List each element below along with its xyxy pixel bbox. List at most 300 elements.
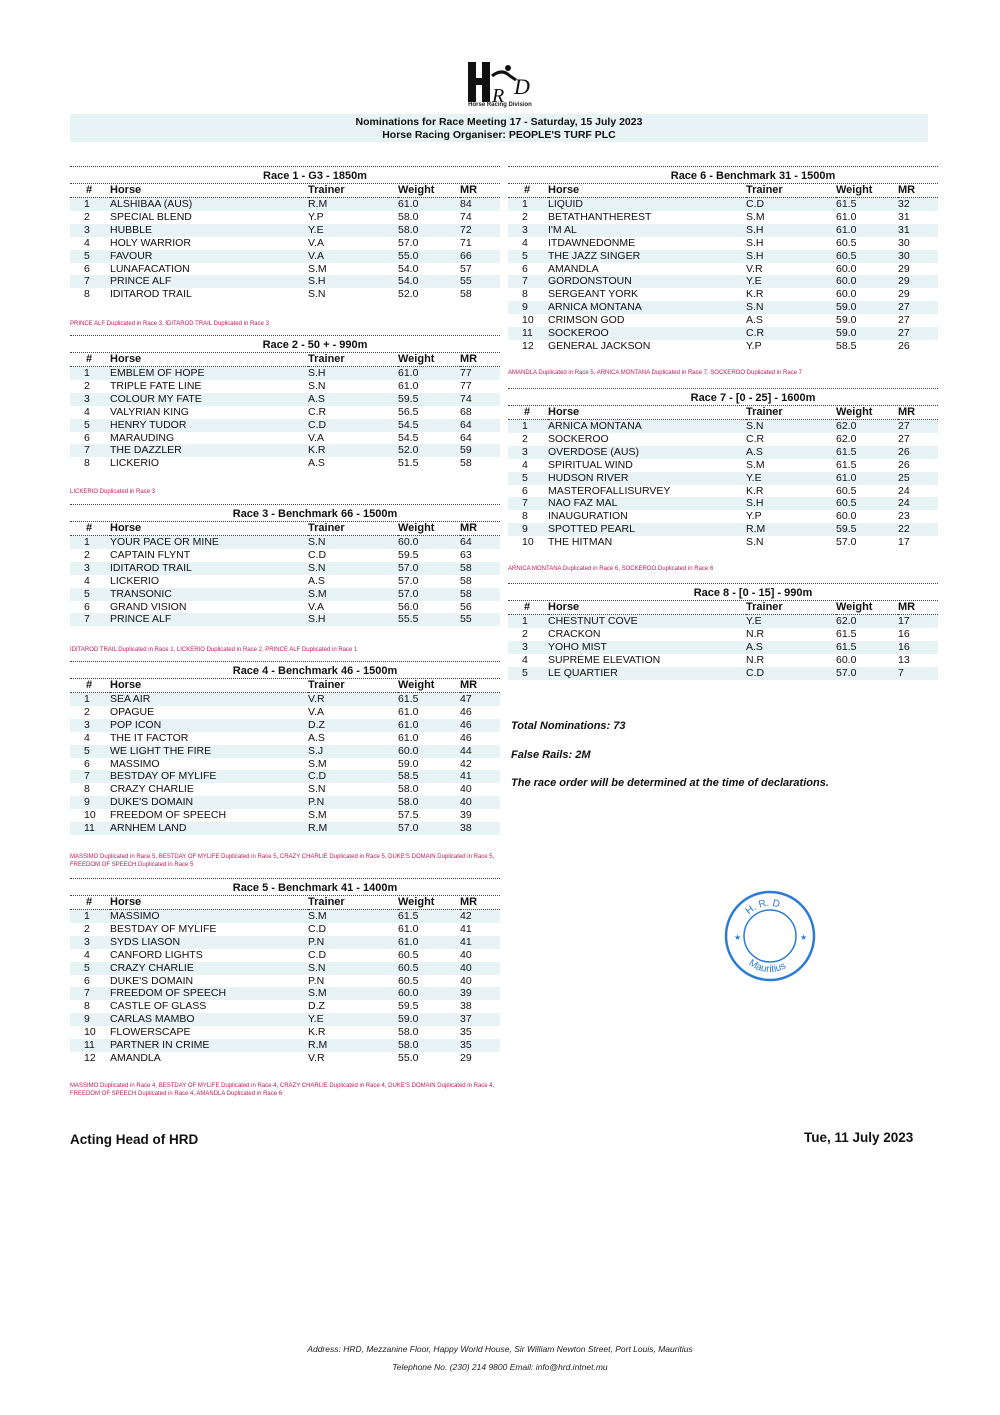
table-row	[70, 211, 500, 224]
column-header-mr: MR	[460, 522, 478, 534]
cell-weight: 61.5	[836, 198, 898, 211]
table-row	[508, 263, 938, 276]
divider	[508, 583, 938, 584]
duplicate-note: IDITAROD TRAIL Duplicated in Race 1, LICKERIO Duplicated in Race 2, PRINCE ALF Duplicated in Race 1	[70, 647, 358, 653]
cell-mr: 35	[460, 1026, 472, 1039]
table-row	[508, 510, 938, 523]
cell-weight: 54.0	[398, 275, 460, 288]
cell-trainer: A.S	[308, 574, 325, 587]
column-header-weight: Weight	[398, 679, 435, 691]
column-header-horse: Horse	[110, 896, 142, 908]
logo-subtitle: Horse Racing Division	[468, 102, 532, 108]
race-order-note: The race order will be determined at the time of declarations.	[511, 777, 829, 789]
table-row	[70, 444, 500, 457]
stamp-bottom-text: Mauritius	[746, 957, 788, 976]
column-header-horse: Horse	[548, 406, 580, 418]
table-row	[508, 301, 938, 314]
nominations-table	[508, 601, 938, 680]
cell-mr: 26	[898, 458, 910, 471]
cell-num: 1	[70, 198, 110, 211]
table-row	[70, 936, 500, 949]
cell-mr: 64	[460, 431, 472, 444]
cell-horse: OPAGUE	[110, 705, 155, 718]
cell-weight: 54.0	[398, 262, 419, 275]
duplicate-note: LICKERIO Duplicated in Race 3	[70, 489, 156, 495]
cell-trainer: S.M	[308, 809, 327, 822]
divider	[70, 166, 500, 167]
cell-trainer: R.M	[308, 198, 398, 211]
cell-mr: 27	[898, 301, 938, 314]
cell-num: 2	[522, 432, 528, 445]
cell-horse: CAPTAIN FLYNT	[110, 548, 191, 561]
cell-horse: CANFORD LIGHTS	[110, 948, 203, 961]
cell-trainer: K.R	[308, 1026, 326, 1039]
cell-num: 5	[70, 588, 110, 601]
cell-trainer: S.N	[746, 420, 836, 433]
cell-num: 12	[84, 1051, 96, 1064]
table-row	[508, 485, 938, 498]
cell-mr: 38	[460, 1000, 472, 1013]
cell-weight: 51.5	[398, 457, 419, 470]
cell-horse: CASTLE OF GLASS	[110, 1000, 207, 1013]
cell-num: 2	[84, 548, 90, 561]
table-row	[70, 923, 500, 936]
cell-weight: 57.5	[398, 809, 419, 822]
cell-num: 6	[522, 262, 528, 275]
cell-horse: ARNICA MONTANA	[548, 420, 746, 433]
table-row	[508, 497, 938, 510]
cell-num: 9	[70, 1013, 110, 1026]
table-row	[70, 1052, 500, 1065]
cell-num: 4	[84, 405, 90, 418]
cell-trainer: R.M	[746, 523, 836, 536]
table-row	[508, 198, 938, 211]
cell-mr: 42	[460, 910, 500, 923]
cell-weight: 61.0	[398, 922, 419, 935]
cell-weight: 60.0	[836, 510, 857, 523]
column-header-trainer: Trainer	[746, 406, 783, 418]
table-header	[70, 353, 500, 367]
cell-weight: 56.5	[398, 405, 419, 418]
svg-text:H. R. D	[744, 898, 781, 917]
cell-mr: 66	[460, 250, 500, 263]
table-row	[70, 796, 500, 809]
table-row	[508, 275, 938, 288]
cell-mr: 46	[460, 719, 500, 732]
cell-horse: THE HITMAN	[548, 536, 613, 549]
cell-trainer: S.H	[746, 224, 836, 237]
cell-horse: FREEDOM OF SPEECH	[110, 809, 227, 822]
table-row	[70, 288, 500, 301]
cell-trainer: S.M	[746, 458, 765, 471]
table-row	[508, 327, 938, 340]
table-row	[508, 641, 938, 654]
cell-weight: 57.0	[398, 562, 460, 575]
table-row	[70, 987, 500, 1000]
cell-weight: 61.0	[398, 731, 419, 744]
column-header-weight: Weight	[398, 184, 435, 196]
table-row	[70, 198, 500, 211]
footer-address: Address: HRD, Mezzanine Floor, Happy World House, Sir William Newton Street, Port Louis, Mauritius	[307, 1344, 693, 1354]
table-row	[70, 575, 500, 588]
table-header	[70, 522, 500, 536]
cell-horse: THE DAZZLER	[110, 444, 308, 457]
cell-mr: 29	[460, 1051, 472, 1064]
cell-trainer: Y.P	[308, 210, 324, 223]
table-row	[508, 314, 938, 327]
table-row	[70, 419, 500, 432]
cell-horse: CRIMSON GOD	[548, 314, 625, 327]
cell-trainer: S.M	[308, 910, 398, 923]
cell-trainer: S.M	[308, 987, 398, 1000]
cell-horse: SERGEANT YORK	[548, 288, 639, 301]
cell-num: 8	[84, 457, 90, 470]
cell-num: 6	[84, 600, 90, 613]
table-row	[508, 224, 938, 237]
cell-weight: 61.0	[836, 210, 857, 223]
cell-num: 4	[522, 653, 528, 666]
cell-mr: 37	[460, 1013, 500, 1026]
duplicate-note: PRINCE ALF Duplicated in Race 3, IDITAROD TRAIL Duplicated in Race 3	[70, 321, 269, 327]
table-row	[508, 433, 938, 446]
cell-trainer: S.H	[308, 613, 398, 626]
cell-trainer: P.N	[308, 936, 398, 949]
duplicate-note: MASSIMO Duplicated in Race 5, BESTDAY OF MYLIFE Duplicated in Race 5, CRAZY CHARLIE Duplicated in Race 5, DUKE'S DOMAIN Duplicated in Race 5, FREEDOM OF SPEECH Duplicated in Race 5	[70, 854, 495, 868]
cell-num: 6	[84, 974, 90, 987]
cell-weight: 60.5	[398, 948, 419, 961]
cell-horse: BESTDAY OF MYLIFE	[110, 770, 308, 783]
cell-trainer: S.H	[746, 236, 764, 249]
cell-num: 5	[70, 962, 110, 975]
cell-num: 4	[84, 948, 90, 961]
cell-horse: I'M AL	[548, 224, 746, 237]
cell-mr: 74	[460, 393, 500, 406]
signature-date: Tue, 11 July 2023	[804, 1130, 914, 1145]
cell-horse: BETATHANTHEREST	[548, 210, 652, 223]
cell-weight: 57.0	[398, 588, 460, 601]
column-header-weight: Weight	[398, 353, 435, 365]
cell-weight: 61.5	[398, 910, 460, 923]
column-header-num: #	[86, 184, 93, 196]
column-header-mr: MR	[898, 601, 916, 613]
race-4-block	[70, 661, 500, 835]
divider	[70, 878, 500, 879]
cell-mr: 44	[460, 745, 500, 758]
race-7-block	[508, 388, 938, 549]
cell-horse: INAUGURATION	[548, 510, 628, 523]
table-row	[70, 975, 500, 988]
cell-mr: 77	[460, 379, 472, 392]
cell-trainer: K.R	[308, 444, 398, 457]
cell-trainer: V.R	[308, 1051, 325, 1064]
cell-num: 3	[70, 719, 110, 732]
cell-weight: 62.0	[836, 615, 898, 628]
column-header-weight: Weight	[836, 406, 873, 418]
table-header	[508, 406, 938, 420]
table-row	[508, 237, 938, 250]
nominations-table	[70, 896, 500, 1065]
cell-weight: 60.0	[836, 275, 898, 288]
table-row	[70, 719, 500, 732]
table-row	[70, 457, 500, 470]
cell-weight: 55.5	[398, 613, 460, 626]
cell-num: 2	[84, 379, 90, 392]
cell-horse: SPIRITUAL WIND	[548, 458, 633, 471]
column-header-num: #	[86, 522, 93, 534]
cell-weight: 58.0	[398, 783, 419, 796]
table-row	[70, 1000, 500, 1013]
cell-mr: 56	[460, 600, 472, 613]
cell-num: 3	[70, 562, 110, 575]
cell-num: 1	[70, 536, 110, 549]
cell-weight: 61.5	[836, 446, 898, 459]
cell-horse: YOHO MIST	[548, 641, 746, 654]
cell-horse: DUKE'S DOMAIN	[110, 974, 194, 987]
cell-weight: 59.0	[398, 757, 419, 770]
cell-horse: SEA AIR	[110, 693, 308, 706]
cell-weight: 58.0	[398, 224, 460, 237]
table-row	[70, 732, 500, 745]
cell-mr: 7	[898, 667, 938, 680]
cell-mr: 27	[898, 327, 938, 340]
cell-trainer: P.N	[308, 796, 398, 809]
cell-num: 6	[84, 757, 90, 770]
cell-num: 7	[70, 275, 110, 288]
svg-text:★: ★	[734, 933, 742, 942]
cell-weight: 58.0	[398, 1039, 460, 1052]
column-header-num: #	[524, 184, 531, 196]
cell-mr: 55	[460, 275, 500, 288]
divider	[70, 335, 500, 336]
cell-num: 7	[508, 275, 548, 288]
race-title: Race 5 - Benchmark 41 - 1400m	[232, 882, 398, 894]
table-row	[70, 562, 500, 575]
table-row	[70, 1039, 500, 1052]
cell-horse: PARTNER IN CRIME	[110, 1039, 308, 1052]
cell-weight: 57.0	[836, 536, 857, 549]
cell-mr: 35	[460, 1039, 500, 1052]
cell-trainer: S.M	[746, 210, 765, 223]
cell-horse: GORDONSTOUN	[548, 275, 746, 288]
cell-trainer: V.A	[308, 236, 324, 249]
column-header-mr: MR	[460, 896, 478, 908]
cell-mr: 25	[898, 472, 938, 485]
svg-text:D: D	[514, 74, 530, 99]
cell-trainer: C.R	[746, 432, 765, 445]
table-row	[70, 536, 500, 549]
column-header-weight: Weight	[398, 896, 435, 908]
column-header-horse: Horse	[110, 184, 142, 196]
column-header-trainer: Trainer	[746, 184, 783, 196]
cell-mr: 38	[460, 822, 500, 835]
cell-trainer: D.Z	[308, 1000, 325, 1013]
cell-num: 8	[522, 510, 528, 523]
cell-horse: VALYRIAN KING	[110, 405, 189, 418]
cell-trainer: S.N	[308, 562, 398, 575]
cell-mr: 58	[460, 457, 472, 470]
cell-horse: THE JAZZ SINGER	[548, 250, 746, 263]
cell-trainer: S.M	[308, 262, 327, 275]
nominations-table	[508, 406, 938, 549]
cell-weight: 60.0	[398, 536, 460, 549]
nominations-table	[70, 353, 500, 470]
table-row	[70, 224, 500, 237]
cell-num: 2	[84, 705, 90, 718]
cell-num: 4	[84, 236, 90, 249]
cell-mr: 64	[460, 419, 500, 432]
cell-mr: 23	[898, 510, 910, 523]
cell-horse: CHESTNUT COVE	[548, 615, 746, 628]
cell-num: 2	[522, 627, 528, 640]
cell-mr: 30	[898, 250, 938, 263]
cell-mr: 40	[460, 974, 472, 987]
divider	[70, 661, 500, 662]
cell-trainer: S.H	[308, 275, 398, 288]
column-header-mr: MR	[460, 353, 478, 365]
cell-weight: 54.5	[398, 431, 419, 444]
cell-num: 3	[70, 936, 110, 949]
race-title: Race 3 - Benchmark 66 - 1500m	[232, 508, 398, 520]
race-title: Race 6 - Benchmark 31 - 1500m	[670, 170, 836, 182]
table-row	[508, 615, 938, 628]
table-row	[70, 367, 500, 380]
column-header-horse: Horse	[110, 353, 142, 365]
cell-mr: 58	[460, 574, 472, 587]
cell-mr: 26	[898, 446, 938, 459]
cell-mr: 58	[460, 562, 500, 575]
table-row	[70, 406, 500, 419]
hrd-stamp	[722, 888, 818, 984]
cell-weight: 61.5	[836, 627, 857, 640]
cell-horse: AMANDLA	[548, 262, 599, 275]
table-row	[70, 275, 500, 288]
cell-horse: LIQUID	[548, 198, 746, 211]
cell-weight: 60.0	[836, 653, 857, 666]
race-6-block	[508, 166, 938, 353]
race-5-block	[70, 878, 500, 1065]
cell-weight: 60.5	[836, 484, 857, 497]
nominations-table	[70, 522, 500, 626]
cell-trainer: S.N	[308, 962, 398, 975]
divider	[508, 166, 938, 167]
cell-num: 3	[508, 224, 548, 237]
cell-horse: MASTEROFALLISURVEY	[548, 484, 671, 497]
cell-trainer: K.R	[746, 484, 764, 497]
cell-num: 7	[70, 444, 110, 457]
cell-weight: 61.0	[398, 936, 460, 949]
cell-mr: 40	[460, 783, 472, 796]
race-title: Race 2 - 50 + - 990m	[262, 339, 368, 351]
cell-horse: FAVOUR	[110, 250, 308, 263]
table-row	[70, 949, 500, 962]
cell-horse: DUKE'S DOMAIN	[110, 796, 308, 809]
table-row	[70, 613, 500, 626]
cell-num: 5	[508, 250, 548, 263]
cell-weight: 61.0	[836, 224, 898, 237]
cell-trainer: N.R	[746, 653, 765, 666]
cell-trainer: S.N	[308, 379, 326, 392]
table-row	[508, 536, 938, 549]
cell-trainer: N.R	[746, 627, 765, 640]
cell-mr: 17	[898, 536, 910, 549]
cell-num: 8	[522, 288, 528, 301]
cell-weight: 59.5	[836, 523, 898, 536]
cell-weight: 59.0	[836, 314, 857, 327]
cell-trainer: C.R	[308, 405, 327, 418]
cell-trainer: C.D	[308, 548, 327, 561]
table-row	[508, 250, 938, 263]
cell-weight: 57.0	[836, 667, 898, 680]
cell-horse: MASSIMO	[110, 757, 160, 770]
cell-weight: 61.0	[398, 719, 460, 732]
cell-horse: CRACKON	[548, 627, 601, 640]
table-row	[508, 628, 938, 641]
cell-mr: 64	[460, 536, 500, 549]
cell-trainer: A.S	[308, 393, 398, 406]
table-row	[70, 770, 500, 783]
cell-num: 8	[84, 783, 90, 796]
column-header-mr: MR	[898, 406, 916, 418]
cell-horse: PRINCE ALF	[110, 613, 308, 626]
cell-horse: CARLAS MAMBO	[110, 1013, 308, 1026]
cell-weight: 59.5	[398, 393, 460, 406]
cell-num: 10	[522, 314, 534, 327]
svg-text:★: ★	[800, 933, 808, 942]
cell-num: 6	[522, 484, 528, 497]
cell-horse: AMANDLA	[110, 1051, 161, 1064]
cell-weight: 59.5	[398, 1000, 419, 1013]
cell-trainer: V.A	[308, 705, 324, 718]
cell-mr: 16	[898, 641, 938, 654]
cell-mr: 40	[460, 948, 472, 961]
cell-num: 1	[70, 910, 110, 923]
table-row	[70, 393, 500, 406]
race-1-block	[70, 166, 500, 301]
cell-horse: MARAUDING	[110, 431, 175, 444]
cell-weight: 60.0	[836, 288, 857, 301]
cell-trainer: C.D	[308, 770, 398, 783]
cell-horse: ALSHIBAA (AUS)	[110, 198, 308, 211]
cell-trainer: C.D	[308, 948, 327, 961]
cell-trainer: Y.E	[308, 1013, 398, 1026]
cell-num: 7	[70, 613, 110, 626]
cell-trainer: S.H	[308, 367, 398, 380]
cell-mr: 63	[460, 548, 472, 561]
cell-weight: 58.5	[836, 339, 857, 352]
cell-num: 3	[508, 641, 548, 654]
cell-num: 11	[70, 1039, 110, 1052]
column-header-trainer: Trainer	[308, 896, 345, 908]
cell-mr: 57	[460, 262, 472, 275]
cell-mr: 30	[898, 236, 910, 249]
footer-telephone: Telephone No. (230) 214 9800 Email: info@hrd.intnet.mu	[392, 1362, 608, 1372]
cell-num: 10	[522, 536, 534, 549]
cell-num: 8	[84, 1000, 90, 1013]
cell-trainer: C.D	[746, 198, 836, 211]
column-header-horse: Horse	[548, 601, 580, 613]
cell-weight: 60.0	[398, 745, 460, 758]
table-row	[508, 523, 938, 536]
cell-trainer: V.A	[308, 600, 324, 613]
cell-weight: 55.0	[398, 250, 460, 263]
cell-weight: 61.0	[398, 367, 460, 380]
cell-trainer: C.D	[308, 419, 398, 432]
signatory: Acting Head of HRD	[70, 1132, 199, 1147]
table-row	[70, 745, 500, 758]
cell-weight: 60.5	[836, 250, 898, 263]
cell-num: 4	[84, 574, 90, 587]
cell-mr: 24	[898, 484, 910, 497]
